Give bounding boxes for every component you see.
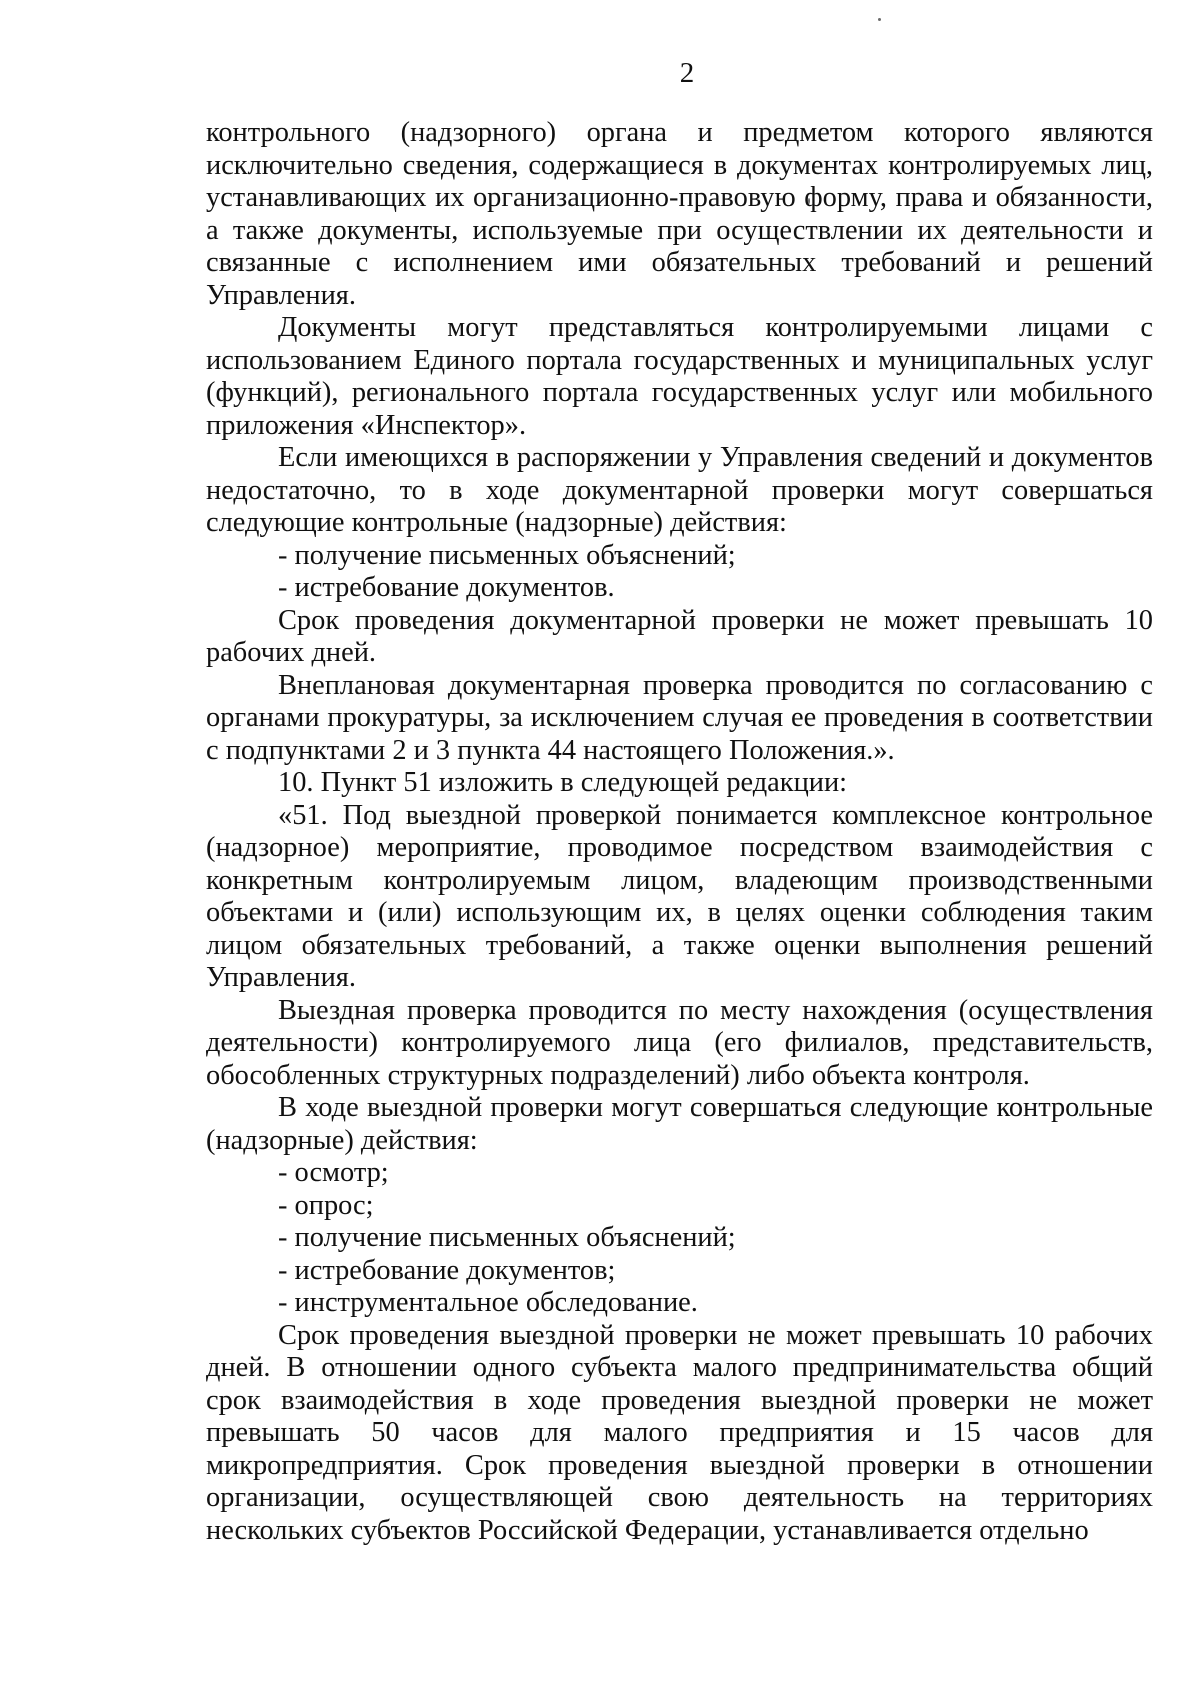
list-item: - опрос; xyxy=(278,1189,374,1221)
paragraph-clause-51: «51. Под выездной проверкой понимается комплексное контрольное (надзорное) мероприятие, проводимое посредством взаимодействия с конкретным контролируемым лицом, владеющим производственными объектами и (или) использующим их, в целях оценки соблюдения таким лицом обязательных требований, а также оценки выполнения решений Управления. xyxy=(206,799,1153,993)
list-item: - получение письменных объяснений; xyxy=(278,539,736,571)
paragraph-onsite-actions: В ходе выездной проверки могут совершаться следующие контрольные (надзорные) действия: xyxy=(206,1092,1153,1156)
list-item: - истребование документов. xyxy=(278,572,615,603)
list-item: - инструментальное обследование. xyxy=(278,1287,698,1318)
paragraph-clause-10: 10. Пункт 51 изложить в следующей редакции: xyxy=(278,767,848,798)
list-item: - осмотр; xyxy=(278,1157,389,1188)
paragraph-documentary-term: Срок проведения документарной проверки не может превышать 10 рабочих дней. xyxy=(206,604,1153,668)
page-number: 2 xyxy=(679,57,695,89)
document-body xyxy=(206,117,1153,1547)
list-item: - истребование документов; xyxy=(278,1254,616,1286)
paragraph-onsite-location: Выездная проверка проводится по месту нахождения (осуществления деятельности) контролируемого лица (его филиалов, представительств, обособленных структурных подразделений) либо объекта контроля. xyxy=(206,994,1153,1091)
scan-speck-mark xyxy=(878,18,881,21)
paragraph-onsite-term: Срок проведения выездной проверки не может превышать 10 рабочих дней. В отношении одного субъекта малого предпринимательства общий срок взаимодействия в ходе проведения выездной проверки не может превышать 50 часов для малого предприятия и 15 часов для микропредприятия. Срок проведения выездной проверки в отношении организации, осуществляющей свою деятельность на территориях нескольких субъектов Российской Федерации, устанавливается отдельно xyxy=(206,1319,1153,1546)
paragraph-continuation: контрольного (надзорного) органа и предметом которого являются исключительно сведения, содержащиеся в документах контролируемых лиц, устанавливающих их организационно-правовую форму, права и обязанности, а также документы, используемые при осуществлении их деятельности и связанные с исполнением ими обязательных требований и решений Управления. xyxy=(206,117,1153,311)
paragraph-insufficient-documents: Если имеющихся в распоряжении у Управления сведений и документов недостаточно, то в ходе документарной проверки могут совершаться следующие контрольные (надзорные) действия: xyxy=(206,442,1153,538)
list-item: - получение письменных объяснений; xyxy=(278,1222,736,1253)
paragraph-documents-submission: Документы могут представляться контролируемыми лицами с использованием Единого портала государственных и муниципальных услуг (функций), регионального портала государственных услуг или мобильного приложения «Инспектор». xyxy=(206,312,1153,441)
paragraph-unscheduled-inspection: Внеплановая документарная проверка проводится по согласованию с органами прокуратуры, за исключением случая ее проведения в соответствии с подпунктами 2 и 3 пункта 44 настоящего Положения.». xyxy=(206,669,1153,766)
